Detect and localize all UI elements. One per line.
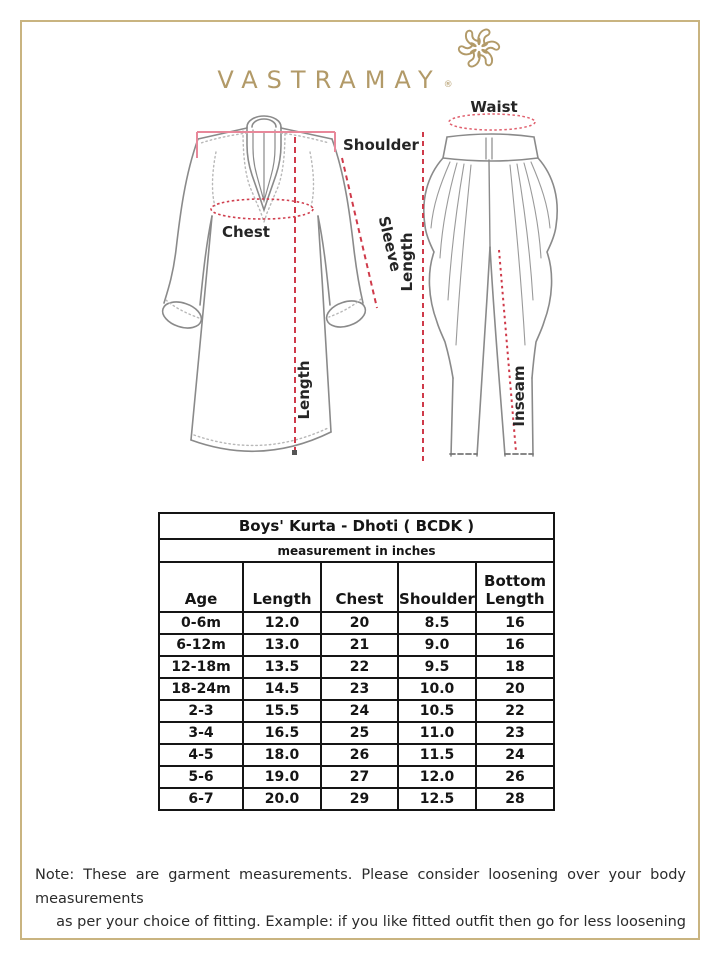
measurement-cell: 13.5 (243, 656, 321, 678)
measurement-cell: 20 (476, 678, 554, 700)
measurement-cell: 15.5 (243, 700, 321, 722)
measurement-cell: 12.0 (398, 766, 476, 788)
table-subtitle-row (159, 539, 554, 562)
column-header: Chest (321, 562, 398, 612)
dhoti-inseam-label: Inseam (510, 365, 528, 427)
kurta-diagram (159, 116, 368, 451)
kurta-sleeve-label: Sleeve (374, 214, 405, 274)
column-header: Bottom Length (476, 562, 554, 612)
measurement-cell: 29 (321, 788, 398, 810)
measurement-cell: 13.0 (243, 634, 321, 656)
table-row (159, 744, 554, 766)
measurement-cell: 9.0 (398, 634, 476, 656)
kurta-annotations (197, 132, 420, 456)
measurement-note (35, 864, 686, 935)
measurement-cell: 22 (476, 700, 554, 722)
measurement-cell: 24 (476, 744, 554, 766)
age-cell: 4-5 (159, 744, 243, 766)
table-title: Boys' Kurta - Dhoti ( BCDK ) (159, 513, 554, 539)
kurta-shoulder-label: Shoulder (343, 136, 419, 154)
measurement-cell: 16.5 (243, 722, 321, 744)
table-row (159, 722, 554, 744)
measurement-cell: 8.5 (398, 612, 476, 634)
registered-trademark: ® (443, 80, 453, 90)
dhoti-waist-label: Waist (470, 98, 518, 116)
column-header: Shoulder (398, 562, 476, 612)
brand-wordmark: VASTRAMAY (217, 66, 442, 94)
measurement-cell: 23 (476, 722, 554, 744)
table-header-row (159, 562, 554, 612)
measurement-cell: 10.0 (398, 678, 476, 700)
age-cell: 12-18m (159, 656, 243, 678)
column-header: Age (159, 562, 243, 612)
measurement-cell: 11.0 (398, 722, 476, 744)
column-header: Length (243, 562, 321, 612)
table-row (159, 612, 554, 634)
measurement-cell: 9.5 (398, 656, 476, 678)
measurement-cell: 12.5 (398, 788, 476, 810)
measurement-cell: 10.5 (398, 700, 476, 722)
measurement-cell: 20 (321, 612, 398, 634)
measurement-cell: 20.0 (243, 788, 321, 810)
measurement-cell: 19.0 (243, 766, 321, 788)
kurta-length-label: Length (295, 360, 313, 420)
measurement-cell: 16 (476, 612, 554, 634)
age-cell: 2-3 (159, 700, 243, 722)
measurement-cell: 22 (321, 656, 398, 678)
measurement-cell: 14.5 (243, 678, 321, 700)
measurement-cell: 11.5 (398, 744, 476, 766)
dhoti-length-label: Length (398, 232, 416, 292)
measurement-cell: 21 (321, 634, 398, 656)
measurement-cell: 26 (476, 766, 554, 788)
measurement-cell: 25 (321, 722, 398, 744)
measurement-cell: 24 (321, 700, 398, 722)
age-cell: 18-24m (159, 678, 243, 700)
age-cell: 0-6m (159, 612, 243, 634)
age-cell: 6-7 (159, 788, 243, 810)
age-cell: 3-4 (159, 722, 243, 744)
table-row (159, 634, 554, 656)
size-table-body (159, 612, 554, 810)
note-line-1: Note: These are garment measurements. Please consider loosening over your body measurements (35, 867, 686, 907)
measurement-cell: 27 (321, 766, 398, 788)
note-line-2: as per your choice of fitting. Example: if you like fitted outfit then go for less loosening (56, 914, 686, 930)
dhoti-diagram (424, 134, 557, 456)
table-row (159, 678, 554, 700)
table-row (159, 656, 554, 678)
table-row (159, 700, 554, 722)
measurement-cell: 16 (476, 634, 554, 656)
measurement-cell: 23 (321, 678, 398, 700)
table-row (159, 766, 554, 788)
measurement-cell: 18 (476, 656, 554, 678)
age-cell: 5-6 (159, 766, 243, 788)
measurement-cell: 18.0 (243, 744, 321, 766)
table-row (159, 788, 554, 810)
table-title-row (159, 513, 554, 539)
table-subtitle: measurement in inches (159, 539, 554, 562)
measurement-cell: 12.0 (243, 612, 321, 634)
kurta-chest-label: Chest (222, 223, 270, 241)
age-cell: 6-12m (159, 634, 243, 656)
measurement-cell: 28 (476, 788, 554, 810)
size-chart-table (158, 512, 555, 811)
measurement-cell: 26 (321, 744, 398, 766)
